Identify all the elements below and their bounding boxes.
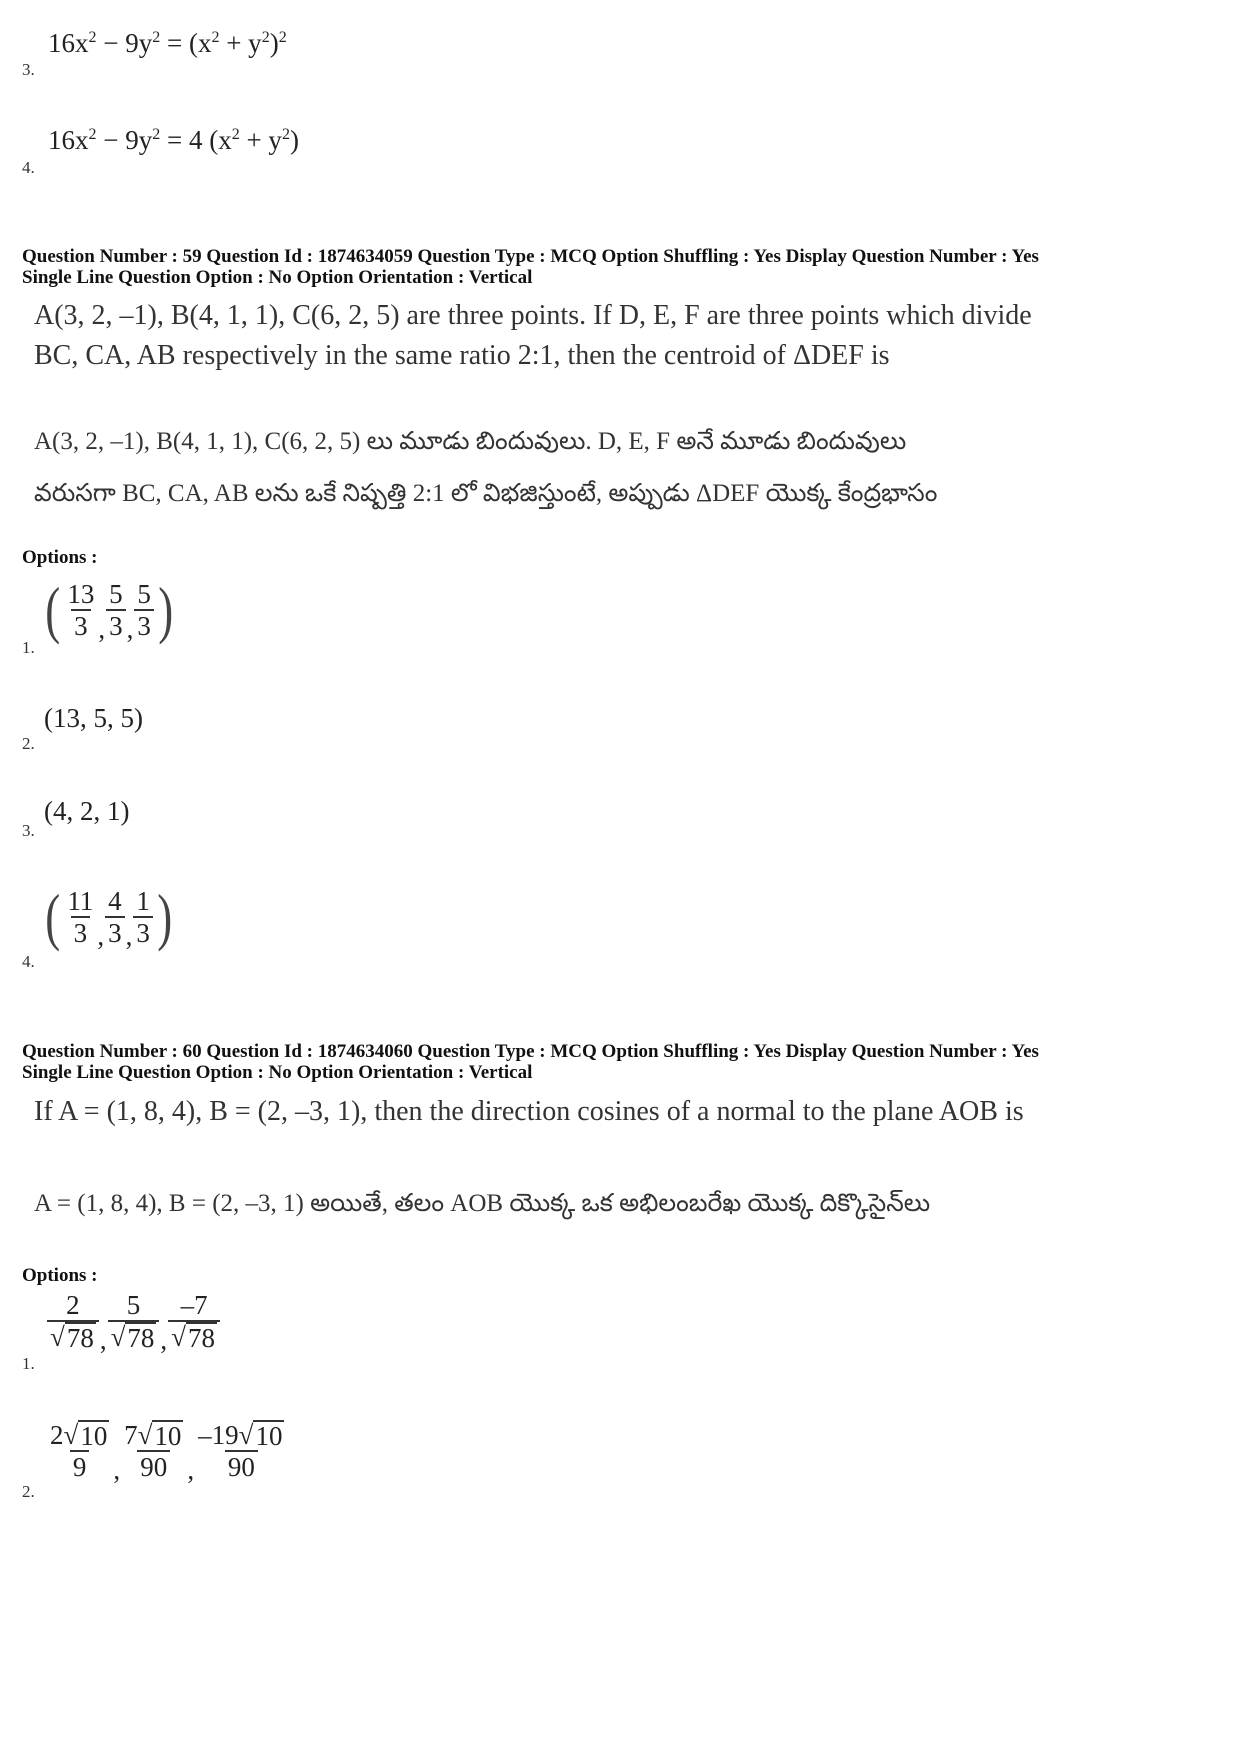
- open-paren: (: [45, 881, 61, 952]
- prev-option-3-expr: $16x^2 - 9y^2 = (x^2 + y^2)^2$: [48, 28, 287, 58]
- prev-option-4-number: 4.: [22, 158, 35, 177]
- fraction: 2 √ 78: [47, 1290, 99, 1352]
- open-paren: (: [45, 574, 61, 645]
- question-59-option-1-number: 1.: [22, 638, 35, 657]
- question-60-option-2[interactable]: 2 √ 10 9 , 7 √ 10 90 , –19 √ 10 90: [46, 1420, 288, 1486]
- question-60-option-1[interactable]: 2 √ 78 , 5 √ 78 , –7 √ 78: [46, 1290, 221, 1356]
- fraction: $\frac{5}{3}$: [134, 579, 154, 641]
- close-paren: ): [158, 574, 173, 645]
- close-paren: ): [157, 881, 172, 952]
- question-59-option-4[interactable]: ( $\frac{11}{3}$ , $\frac{4}{3}$ , $\frac{1}{3}$ ): [45, 881, 172, 952]
- fraction: $\frac{13}{3}$: [67, 579, 95, 641]
- fraction: $\frac{5}{3}$: [106, 579, 126, 641]
- question-59-option-2-number: 2.: [22, 734, 35, 753]
- question-59-option-2[interactable]: (13, 5, 5): [44, 703, 143, 733]
- question-60-meta-line2: Single Line Question Option : No Option Orientation : Vertical: [22, 1062, 533, 1083]
- fraction: $\frac{1}{3}$: [133, 886, 153, 948]
- fraction: $\frac{4}{3}$: [105, 886, 125, 948]
- prev-option-3-number: 3.: [22, 60, 35, 79]
- question-60-meta: [22, 1041, 1039, 1083]
- question-59-meta: [22, 246, 1039, 288]
- fraction: $\frac{11}{3}$: [67, 886, 94, 948]
- question-59-text-telugu: A(3, 2, –1), B(4, 1, 1), C(6, 2, 5) లు మూడు బిందువులు. D, E, F అనే మూడు బిందువులు వరుసగా BC, CA, AB లను ఒకే నిష్పత్తి 2:1 లో విభజిస్తుంటే, అప్పుడు ΔDEF యొక్క కేంద్రభాసం: [34, 428, 938, 507]
- question-59-option-4-number: 4.: [22, 952, 35, 971]
- question-59-text-english: A(3, 2, –1), B(4, 1, 1), C(6, 2, 5) are three points. If D, E, F are three points which divide BC, CA, AB respectively in the same ratio 2:1, then the centroid of ΔDEF is: [34, 300, 1032, 371]
- question-59-option-3-number: 3.: [22, 821, 35, 840]
- question-60-options-label: Options :: [22, 1265, 98, 1286]
- question-60-text-english: If A = (1, 8, 4), B = (2, –3, 1), then the direction cosines of a normal to the plane AOB is: [34, 1096, 1024, 1127]
- question-59-options-label: Options :: [22, 547, 98, 568]
- prev-option-4-expr: $16x^2 - 9y^2 = 4$ $(x^2 + y^2)$: [48, 125, 299, 155]
- question-59-option-3[interactable]: (4, 2, 1): [44, 796, 130, 826]
- question-59-meta-line2: Single Line Question Option : No Option Orientation : Vertical: [22, 267, 533, 288]
- fraction: 7 √ 10 90: [124, 1420, 182, 1482]
- fraction: 5 √ 78: [108, 1290, 160, 1352]
- question-60-option-1-number: 1.: [22, 1354, 35, 1373]
- question-59-option-1[interactable]: ( $\frac{13}{3}$ , $\frac{5}{3}$ , $\frac{5}{3}$ ): [45, 574, 173, 645]
- fraction: –7 √ 78: [168, 1290, 220, 1352]
- fraction: –19 √ 10 90: [198, 1420, 283, 1482]
- question-60-text-telugu: A = (1, 8, 4), B = (2, –3, 1) అయితే, తలం AOB యొక్క ఒక అభిలంబరేఖ యొక్క దిక్కొసైన్‌లు: [34, 1190, 931, 1217]
- question-59-meta-line1: Question Number : 59 Question Id : 1874634059 Question Type : MCQ Option Shuffling : Yes Display Question Number : Yes: [22, 246, 1039, 267]
- question-60-option-2-number: 2.: [22, 1482, 35, 1501]
- question-60-meta-line1: Question Number : 60 Question Id : 1874634060 Question Type : MCQ Option Shuffling : Yes Display Question Number : Yes: [22, 1041, 1039, 1062]
- fraction: 2 √ 10 9: [50, 1420, 108, 1482]
